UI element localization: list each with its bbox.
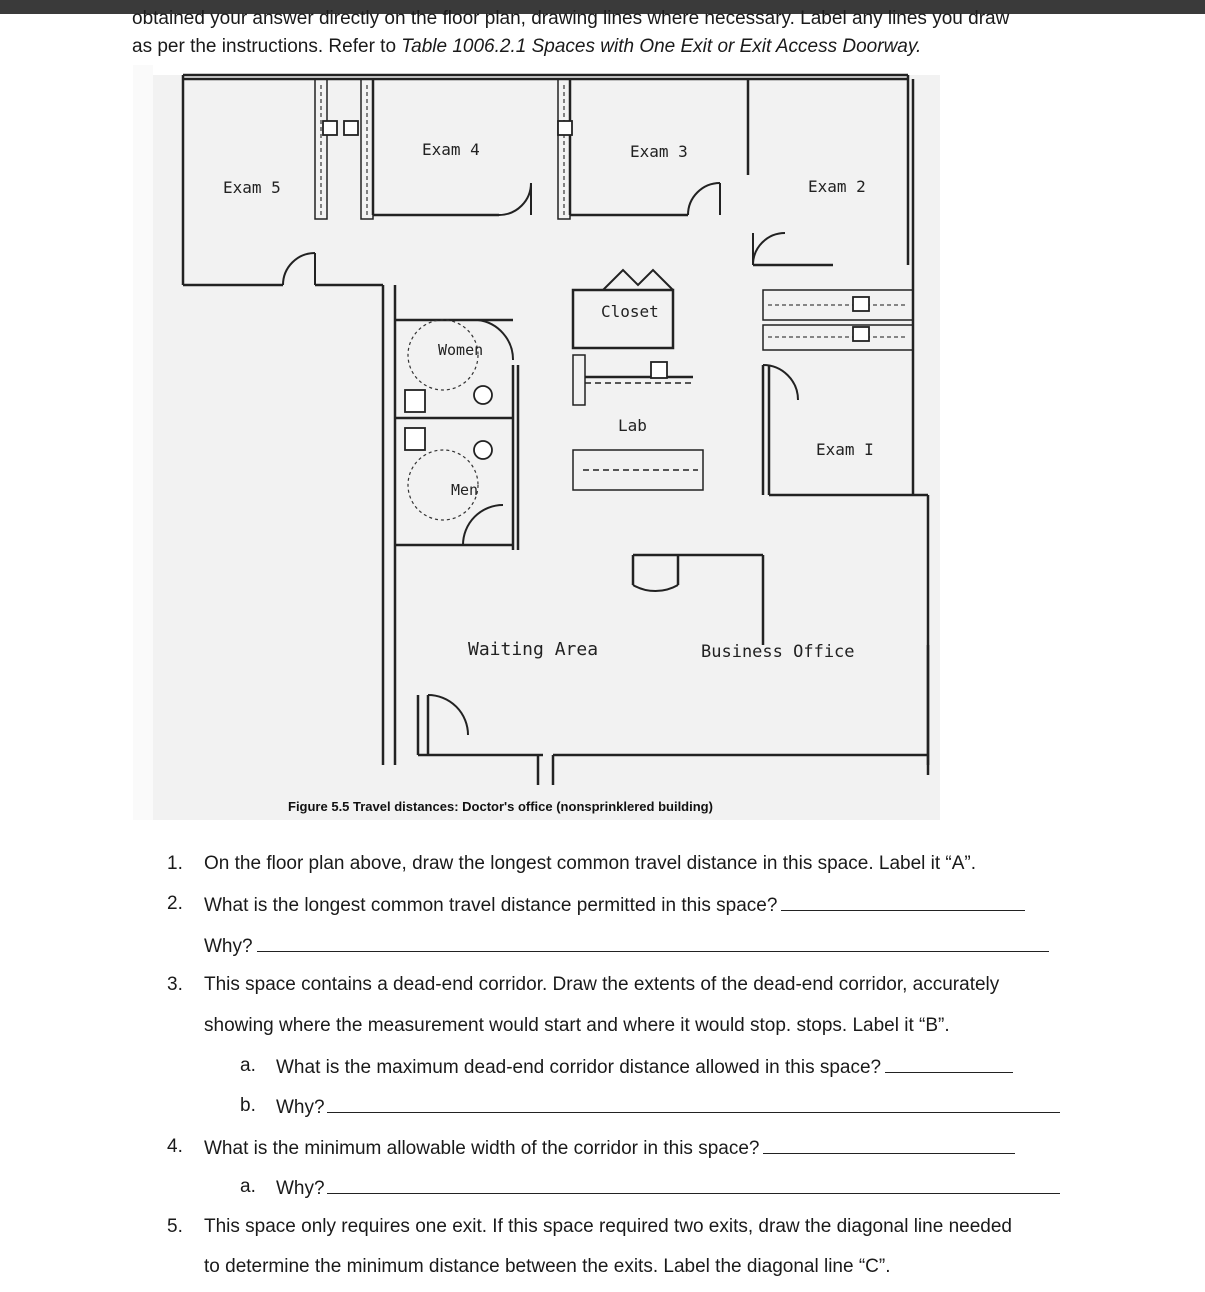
q3a-line — [276, 1054, 1013, 1080]
floor-plan-figure — [133, 65, 940, 820]
room-label-exam3: Exam 3 — [630, 142, 688, 161]
room-label-waiting: Waiting Area — [468, 639, 599, 660]
room-label-women: Women — [438, 341, 484, 359]
room-label-men: Men — [451, 481, 479, 499]
q2-line — [204, 892, 1025, 918]
q2-number: 2. — [167, 893, 183, 914]
q5-number: 5. — [167, 1216, 183, 1237]
q4a-line — [276, 1175, 1060, 1201]
q3a-number: a. — [240, 1055, 256, 1076]
q3-text-line2: showing where the measurement would start and where it would stop. stops. Label it “B”. — [204, 1015, 950, 1036]
q5-text-line2: to determine the minimum distance between the exits. Label the diagonal line “C”. — [204, 1256, 891, 1277]
intro-line-1: obtained your answer directly on the floor plan, drawing lines where necessary. Label any lines you draw — [132, 8, 1010, 29]
q3a-answer-blank[interactable] — [885, 1054, 1013, 1073]
room-label-business: Business Office — [701, 642, 855, 662]
q3b-line — [276, 1094, 1060, 1120]
q2-text: What is the longest common travel distance permitted in this space? — [204, 895, 778, 916]
q3a-text: What is the maximum dead-end corridor distance allowed in this space? — [276, 1057, 882, 1078]
q3b-why-blank[interactable] — [327, 1094, 1060, 1113]
q4-number: 4. — [167, 1136, 183, 1157]
room-label-lab: Lab — [618, 416, 647, 435]
q2-why-blank[interactable] — [257, 933, 1049, 952]
q4-answer-blank[interactable] — [763, 1135, 1015, 1154]
q3-number: 3. — [167, 974, 183, 995]
figure-caption: Figure 5.5 Travel distances: Doctor's office (nonsprinklered building) — [288, 799, 713, 814]
q4a-number: a. — [240, 1176, 256, 1197]
room-label-closet: Closet — [601, 302, 659, 321]
q3b-text: Why? — [276, 1097, 325, 1118]
q3b-number: b. — [240, 1095, 256, 1116]
floor-plan-drawing — [133, 65, 940, 820]
q5-text-line1: This space only requires one exit. If this space required two exits, draw the diagonal line needed — [204, 1216, 1012, 1237]
q4a-why-blank[interactable] — [327, 1175, 1060, 1194]
intro-line-2 — [132, 36, 921, 58]
figure-left-margin — [133, 65, 153, 820]
q2-why-text: Why? — [204, 936, 253, 957]
q2-why-line — [204, 933, 1049, 959]
q1-number: 1. — [167, 853, 183, 874]
room-label-exam4: Exam 4 — [422, 140, 480, 159]
q2-answer-blank[interactable] — [781, 892, 1025, 911]
q1-text: On the floor plan above, draw the longest common travel distance in this space. Label it “A”. — [204, 853, 977, 874]
room-label-exam2: Exam 2 — [808, 177, 866, 196]
intro-line-2-prefix: as per the instructions. Refer to — [132, 36, 402, 57]
table-reference: Table 1006.2.1 Spaces with One Exit or Exit Access Doorway. — [401, 36, 922, 57]
q4-text: What is the minimum allowable width of the corridor in this space? — [204, 1138, 760, 1159]
q4a-text: Why? — [276, 1178, 325, 1199]
room-label-exam1: Exam I — [816, 440, 874, 459]
room-label-exam5: Exam 5 — [223, 178, 281, 197]
q4-line — [204, 1135, 1015, 1161]
q3-text-line1: This space contains a dead-end corridor. Draw the extents of the dead-end corridor, accurately — [204, 974, 1000, 995]
figure-top-margin — [133, 65, 940, 75]
